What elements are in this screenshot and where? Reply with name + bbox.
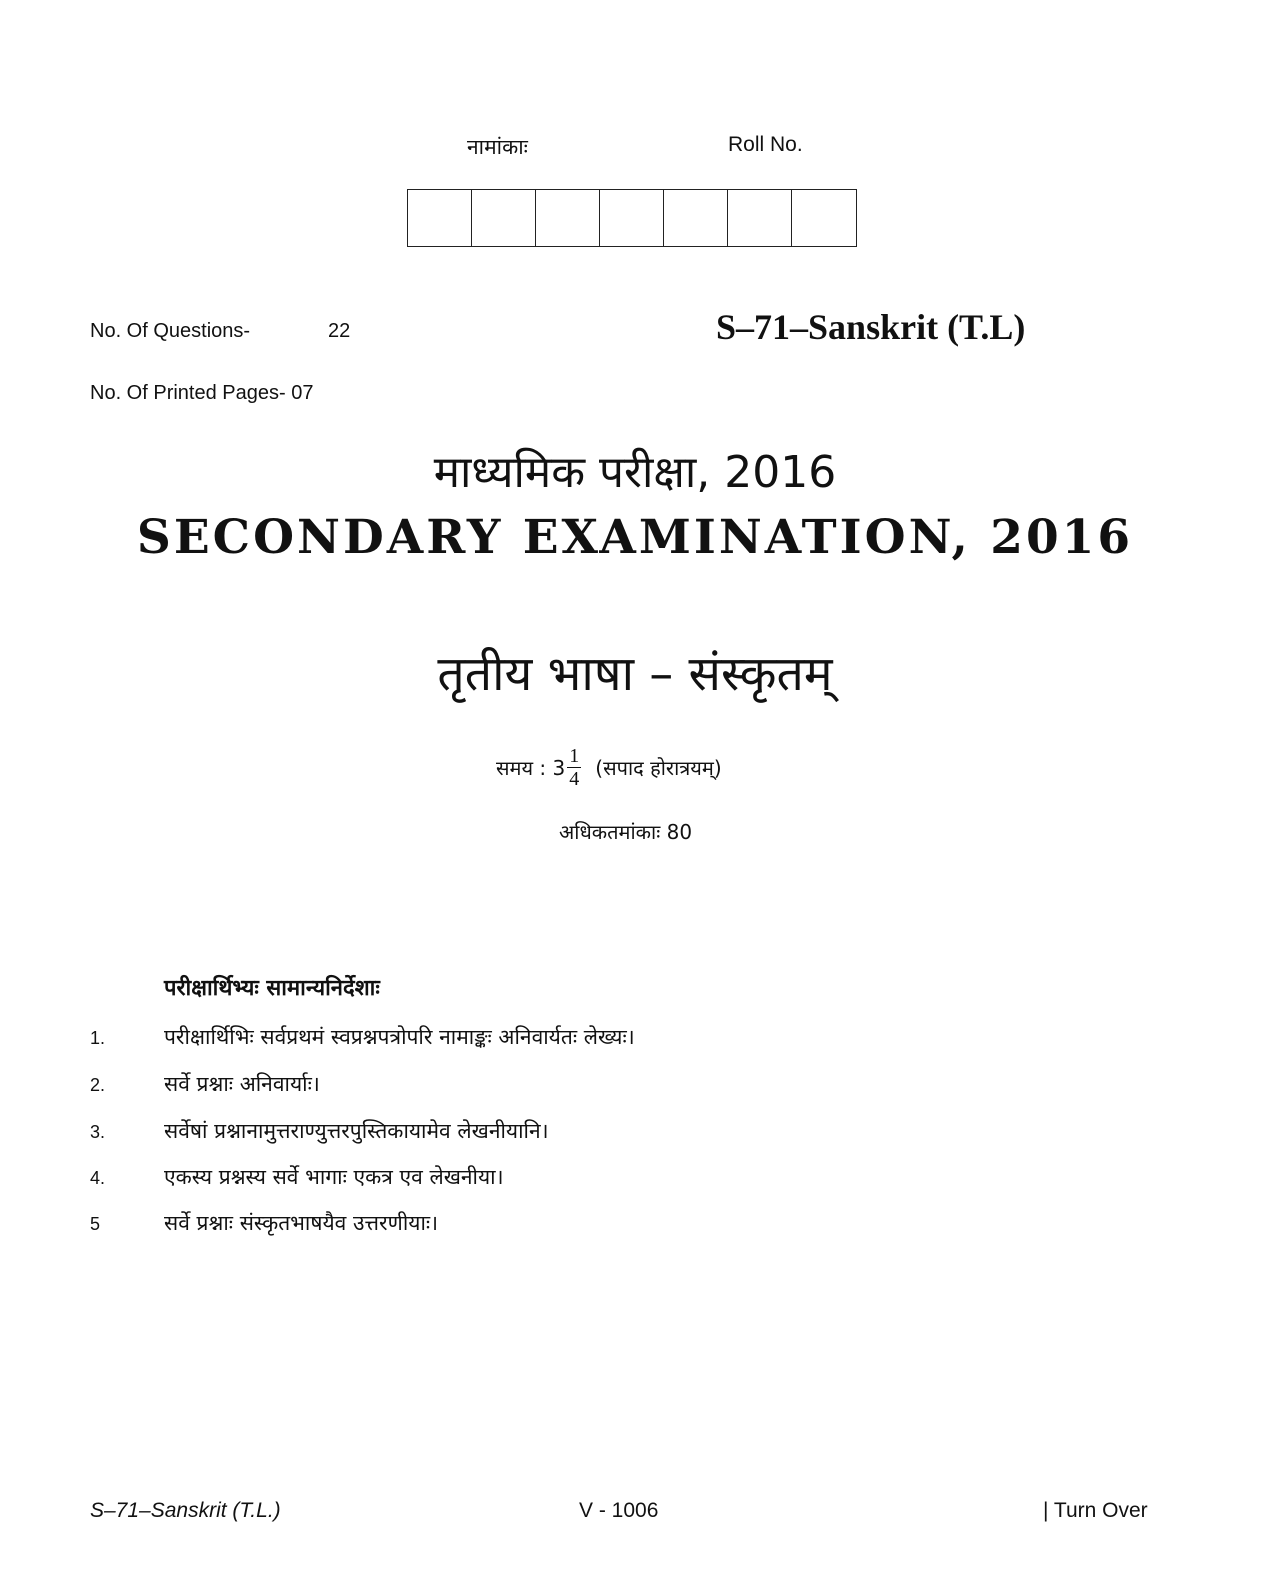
instruction-item (90, 1209, 438, 1237)
instructions-heading: परीक्षार्थिभ्यः सामान्यनिर्देशाः (164, 976, 380, 1001)
instruction-text: सर्वे प्रश्नाः संस्कृतभाषयैव उत्तरणीयाः। (164, 1211, 439, 1235)
instruction-item (90, 1117, 549, 1145)
roll-digit-box[interactable] (536, 190, 600, 246)
roll-label-english: Roll No. (728, 133, 803, 156)
roll-digit-box[interactable] (728, 190, 792, 246)
roll-digit-box[interactable] (664, 190, 728, 246)
time-suffix: (सपाद होरात्रयम्) (595, 756, 722, 780)
instruction-text: सर्वे प्रश्नाः अनिवार्याः। (164, 1072, 320, 1096)
roll-digit-box[interactable] (792, 190, 856, 246)
instruction-number: 1. (90, 1028, 106, 1048)
instruction-number: 5 (90, 1214, 101, 1234)
roll-digit-box[interactable] (408, 190, 472, 246)
questions-count (90, 320, 351, 343)
instruction-item (90, 1023, 635, 1051)
printed-pages: No. Of Printed Pages- 07 (90, 382, 314, 404)
roll-label-hindi: नामांकाः (467, 135, 528, 159)
footer-version: V - 1006 (579, 1499, 659, 1522)
instruction-item (90, 1070, 320, 1098)
paper-code: S–71–Sanskrit (T.L) (716, 307, 1026, 347)
title-hindi: माध्यमिक परीक्षा, 2016 (433, 447, 837, 498)
footer-paper-code: S–71–Sanskrit (T.L.) (90, 1499, 281, 1522)
footer-turn-over: | Turn Over (1043, 1499, 1148, 1522)
instruction-number: 2. (90, 1075, 106, 1095)
time-duration (496, 745, 722, 790)
roll-digit-box[interactable] (472, 190, 536, 246)
questions-label: No. Of Questions- (90, 320, 251, 342)
instruction-text: परीक्षार्थिभिः सर्वप्रथमं स्वप्रश्नपत्रोपरि नामाङ्कः अनिवार्यतः लेख्यः। (164, 1025, 635, 1049)
questions-value: 22 (328, 320, 351, 342)
instruction-text: एकस्य प्रश्नस्य सर्वे भागाः एकत्र एव लेखनीया। (164, 1165, 504, 1189)
instruction-item (90, 1163, 504, 1191)
roll-digit-box[interactable] (600, 190, 664, 246)
fraction-denominator: 4 (569, 768, 580, 790)
instruction-number: 4. (90, 1168, 106, 1188)
instruction-number: 3. (90, 1122, 106, 1142)
fraction-numerator: 1 (569, 745, 580, 767)
max-marks: अधिकतमांकाः 80 (559, 820, 693, 844)
time-label: समय : 3 (496, 756, 566, 780)
instruction-text: सर्वेषां प्रश्नानामुत्तराण्युत्तरपुस्तिकायामेव लेखनीयानि। (164, 1119, 549, 1143)
time-fraction (567, 745, 581, 790)
roll-number-boxes (407, 189, 857, 247)
title-english: SECONDARY EXAMINATION, 2016 (136, 510, 1134, 565)
subject-title: तृतीय भाषा – संस्कृतम् (437, 646, 833, 702)
